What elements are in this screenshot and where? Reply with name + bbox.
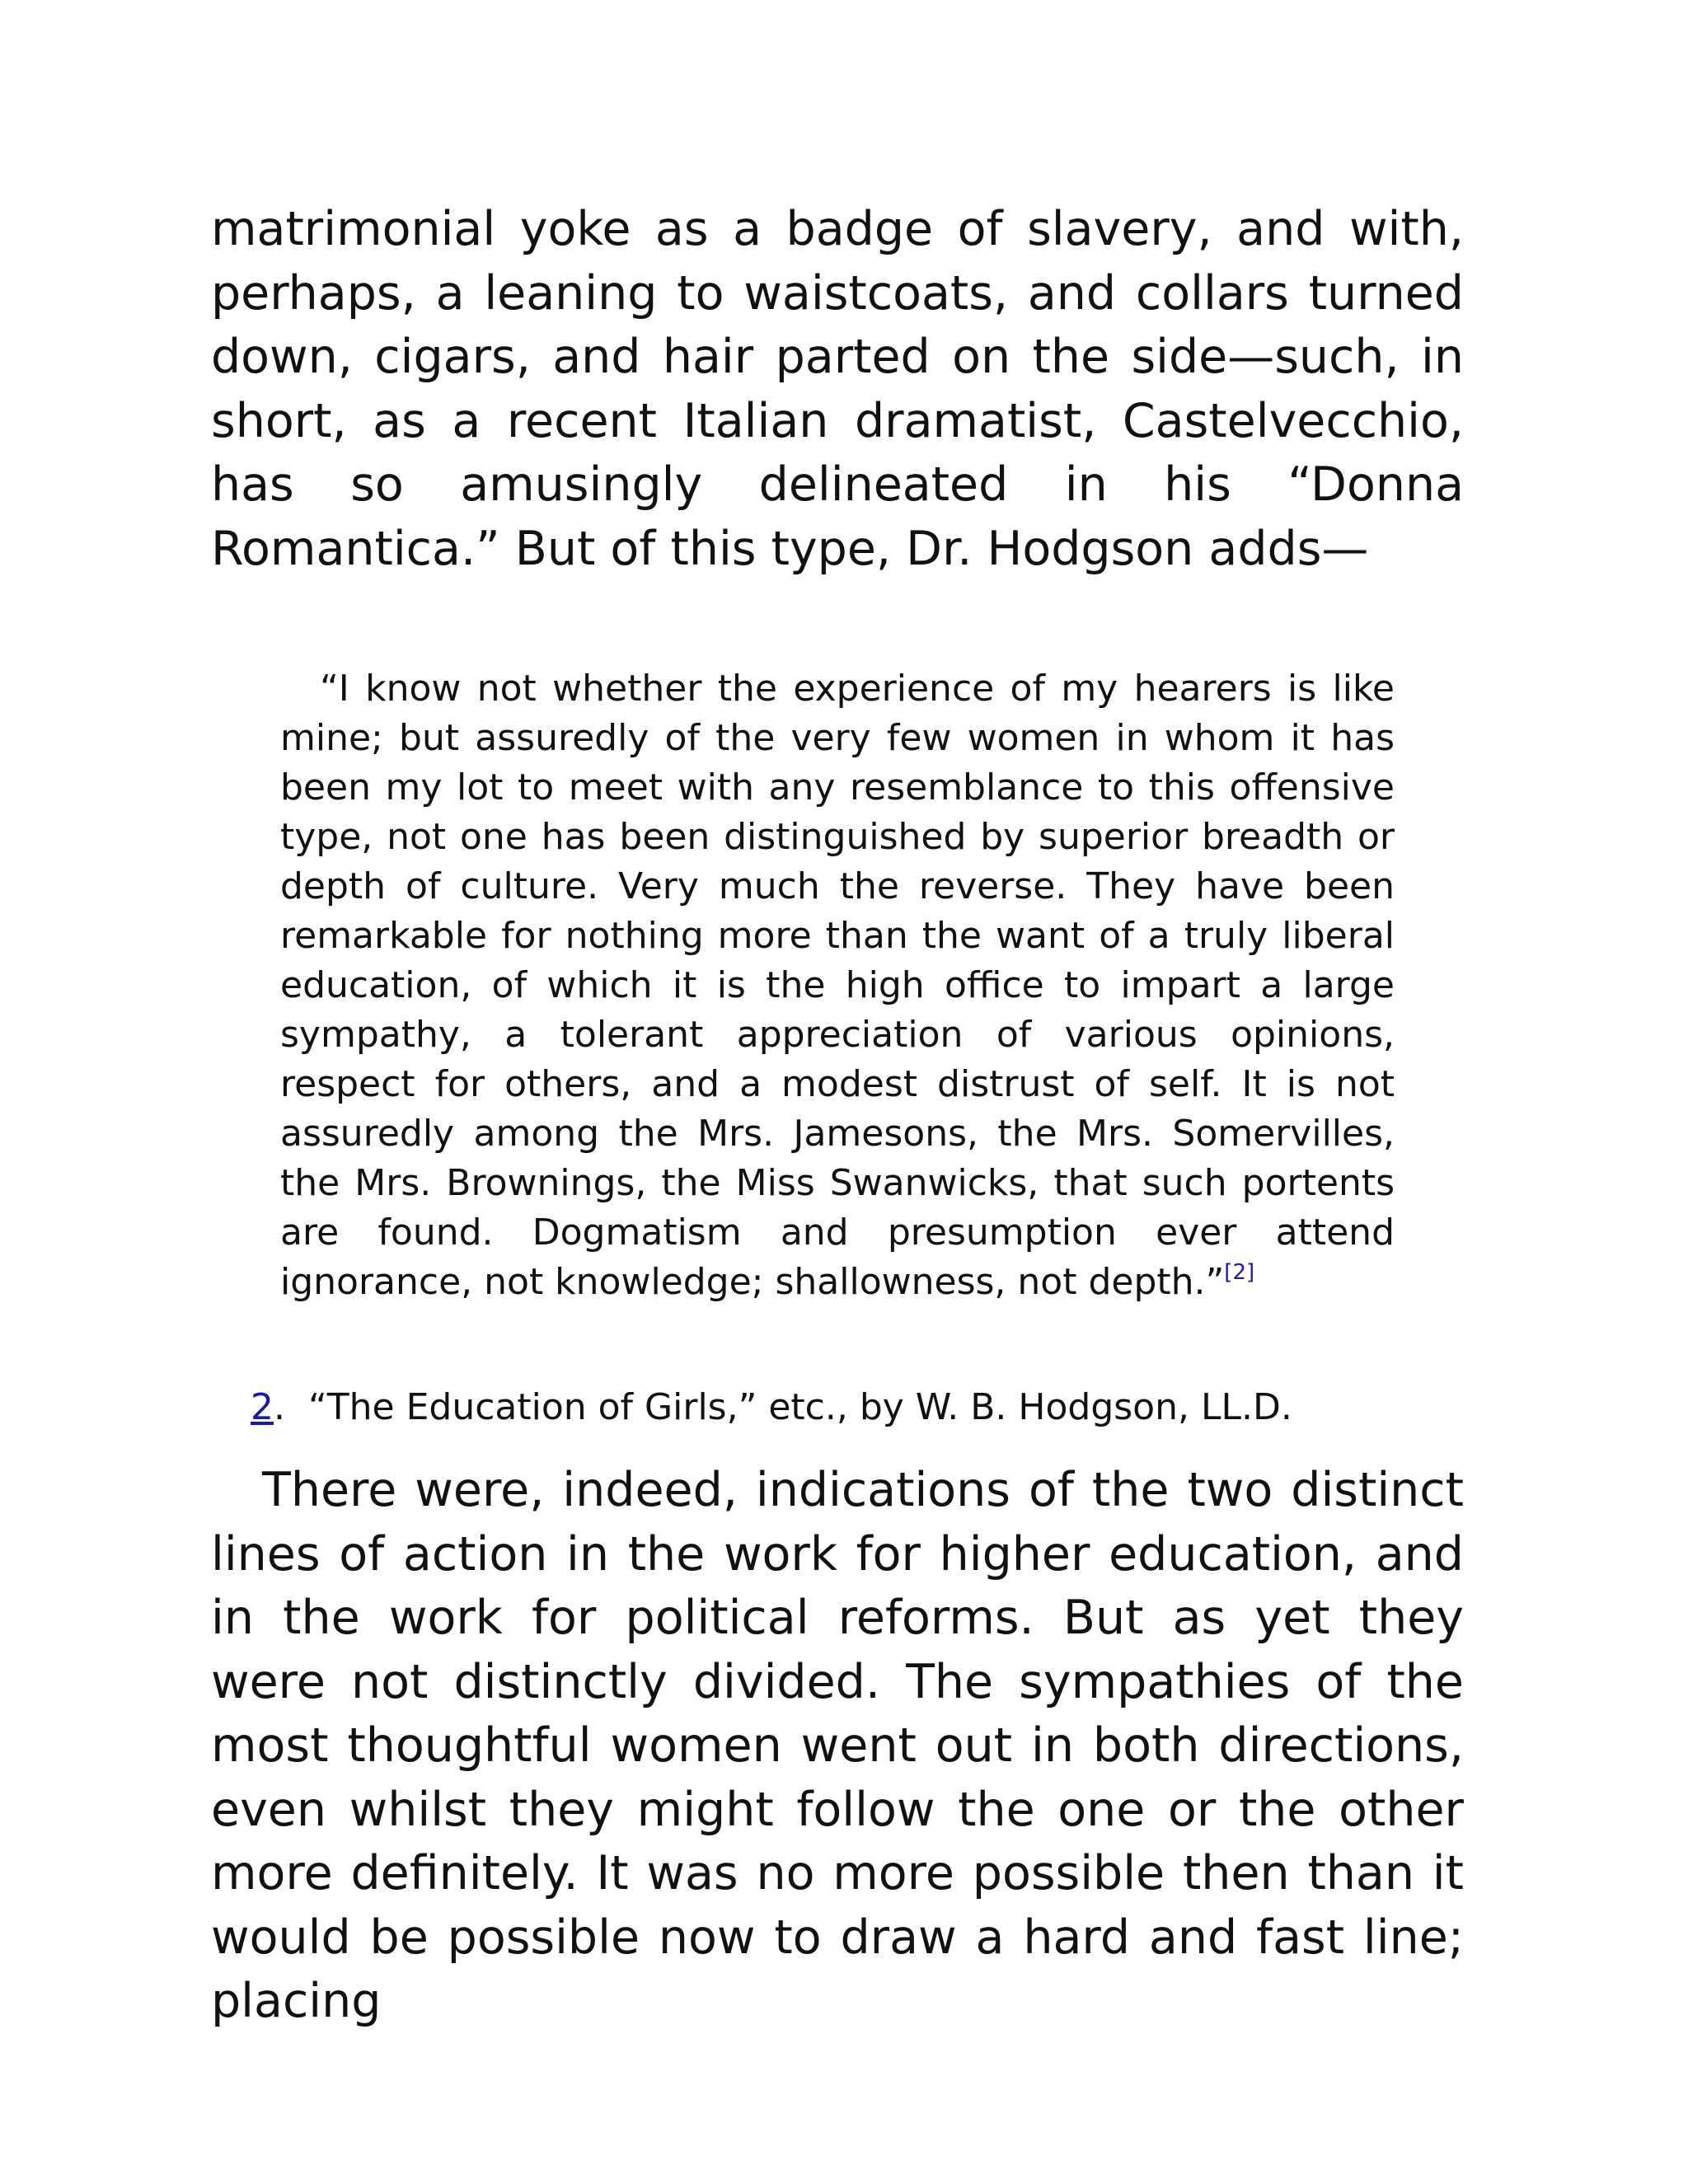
body-paragraph-1: matrimonial yoke as a badge of slavery, and with, perhaps, a leaning to waistcoats, and collars turned down, cigars, and hair parted on the side—such, in short, as a recent Italian dramatist, Castelvecchio, has so amusingly delineated in his “Donna Romantica.” But of this type, Dr. Hodgson adds— [211,202,1464,576]
footnote-reference-link[interactable]: [2] [1224,1260,1255,1285]
footnote-number-link[interactable]: 2 [251,1386,274,1428]
footnote [251,1383,1446,1432]
body-paragraph-2: There were, indeed, indications of the two distinct lines of action in the work for higher education, and in the work for political reforms. But as yet they were not distinctly divided. The sympathies of the most thoughtful women went out in both directions, even whilst they might follow the one or the other more definitely. It was no more possible then than it would be possible now to draw a hard and fast line; placing [211,1463,1464,2028]
quote-text: “I know not whether the experience of my hearers is like mine; but assuredly of the very few women in whom it has been my lot to meet with any resemblance to this offensive type, not one has been distinguished by superior breadth or depth of culture. Very much the reverse. They have been remarkable for nothing more than the want of a truly liberal education, of which it is the high office to impart a large sympathy, a tolerant appreciation of various opinions, respect for others, and a modest distrust of self. It is not assuredly among the Mrs. Jamesons, the Mrs. Somervilles, the Mrs. Brownings, the Miss Swanwicks, that such portents are found. Dogmatism and presumption ever attend ignorance, not knowledge; shallowness, not depth.” [280,668,1395,1303]
footnote-text: “The Education of Girls,” etc., by W. B. Hodgson, LL.D. [307,1386,1292,1428]
block-quote [280,664,1395,1307]
footnote-separator: . [274,1386,285,1428]
